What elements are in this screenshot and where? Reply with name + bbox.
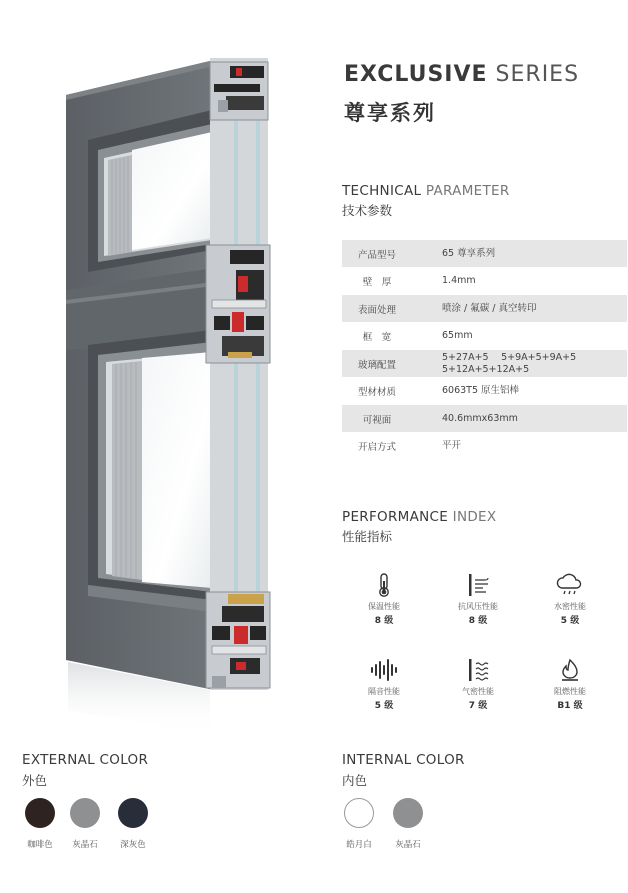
param-label: 表面处理 (357, 304, 396, 316)
param-value: 65mm (442, 330, 473, 341)
technical-heading-light: PARAMETER (425, 183, 510, 199)
param-value: 1.4mm (442, 275, 476, 286)
perf-label: 阻燃性能 (554, 687, 586, 696)
perf-item-air (438, 657, 518, 711)
param-label: 型材材质 (357, 387, 396, 398)
perf-item-water (530, 572, 610, 626)
table-row (342, 323, 627, 350)
param-value: 6063T5 原生铝棒 (442, 385, 520, 396)
param-label: 产品型号 (357, 249, 396, 261)
technical-heading-en (342, 183, 510, 199)
swatch-label: 皓月白 (346, 840, 372, 850)
perf-value: 7 级 (468, 701, 488, 711)
window-product-image (0, 0, 300, 740)
external-color-heading-cn: 外色 (22, 773, 48, 788)
series-title-light: SERIES (495, 62, 580, 87)
rain-cloud-icon (555, 572, 585, 598)
technical-heading-cn: 技术参数 (342, 203, 393, 218)
perf-label: 保温性能 (368, 602, 400, 611)
performance-heading-dark: PERFORMANCE (342, 509, 449, 525)
thermometer-icon (373, 572, 395, 598)
airtight-icon (465, 657, 491, 683)
technical-heading-dark: TECHNICAL (342, 183, 422, 199)
perf-label: 水密性能 (554, 602, 586, 611)
swatch-grey-crystal-internal (393, 798, 423, 828)
internal-color-heading-en: INTERNAL COLOR (342, 752, 465, 768)
swatch-label: 咖啡色 (27, 840, 53, 850)
param-label: 框 宽 (362, 332, 392, 343)
perf-item-insulation (344, 572, 424, 626)
external-color-heading-en: EXTERNAL COLOR (22, 752, 149, 768)
swatch-coffee (25, 798, 55, 828)
perf-item-fire (530, 657, 610, 711)
perf-value: 5 级 (374, 701, 394, 711)
param-value: 40.6mmx63mm (442, 412, 518, 424)
swatch-label: 深灰色 (120, 840, 146, 850)
perf-label: 气密性能 (462, 687, 494, 696)
performance-heading-cn: 性能指标 (342, 529, 393, 544)
swatch-label: 灰晶石 (72, 840, 98, 850)
wind-pressure-icon (465, 572, 491, 598)
perf-item-sound (344, 657, 424, 711)
perf-item-wind (438, 572, 518, 626)
series-title-cn: 尊享系列 (344, 101, 436, 125)
performance-heading-light: INDEX (452, 509, 497, 525)
flame-icon (557, 657, 583, 683)
param-label: 可视面 (362, 414, 392, 426)
perf-value: 8 级 (468, 616, 488, 626)
perf-label: 抗风压性能 (458, 602, 498, 611)
perf-value: B1 级 (557, 701, 583, 711)
table-row (342, 433, 627, 460)
performance-heading-en (342, 509, 496, 525)
series-title-bold: EXCLUSIVE (344, 62, 488, 87)
swatch-dark-grey (118, 798, 148, 828)
table-row (342, 240, 627, 267)
perf-value: 5 级 (560, 616, 580, 626)
perf-label: 隔音性能 (368, 687, 400, 696)
param-value: 喷涂 / 氟碳 / 真空转印 (442, 302, 537, 314)
parameter-table (342, 240, 627, 460)
series-title-en (344, 62, 579, 87)
param-value-line1: 5+27A+5 5+9A+5+9A+5 (442, 351, 577, 363)
param-value: 65 尊享系列 (442, 247, 496, 259)
swatch-moon-white (344, 798, 374, 828)
table-row (342, 350, 627, 377)
param-value (442, 352, 623, 376)
table-row (342, 295, 627, 322)
table-row (342, 378, 627, 405)
perf-value: 8 级 (374, 616, 394, 626)
swatch-grey-crystal (70, 798, 100, 828)
swatch-label: 灰晶石 (395, 840, 421, 850)
internal-color-heading-cn: 内色 (342, 773, 368, 788)
sound-wave-icon (369, 657, 399, 683)
table-row (342, 268, 627, 295)
param-value-line2: 5+12A+5+12A+5 (442, 363, 530, 375)
param-label: 壁 厚 (362, 277, 392, 288)
param-label: 开启方式 (357, 442, 396, 453)
table-row (342, 405, 627, 432)
param-value: 平开 (442, 440, 462, 451)
param-label: 玻璃配置 (357, 359, 396, 371)
